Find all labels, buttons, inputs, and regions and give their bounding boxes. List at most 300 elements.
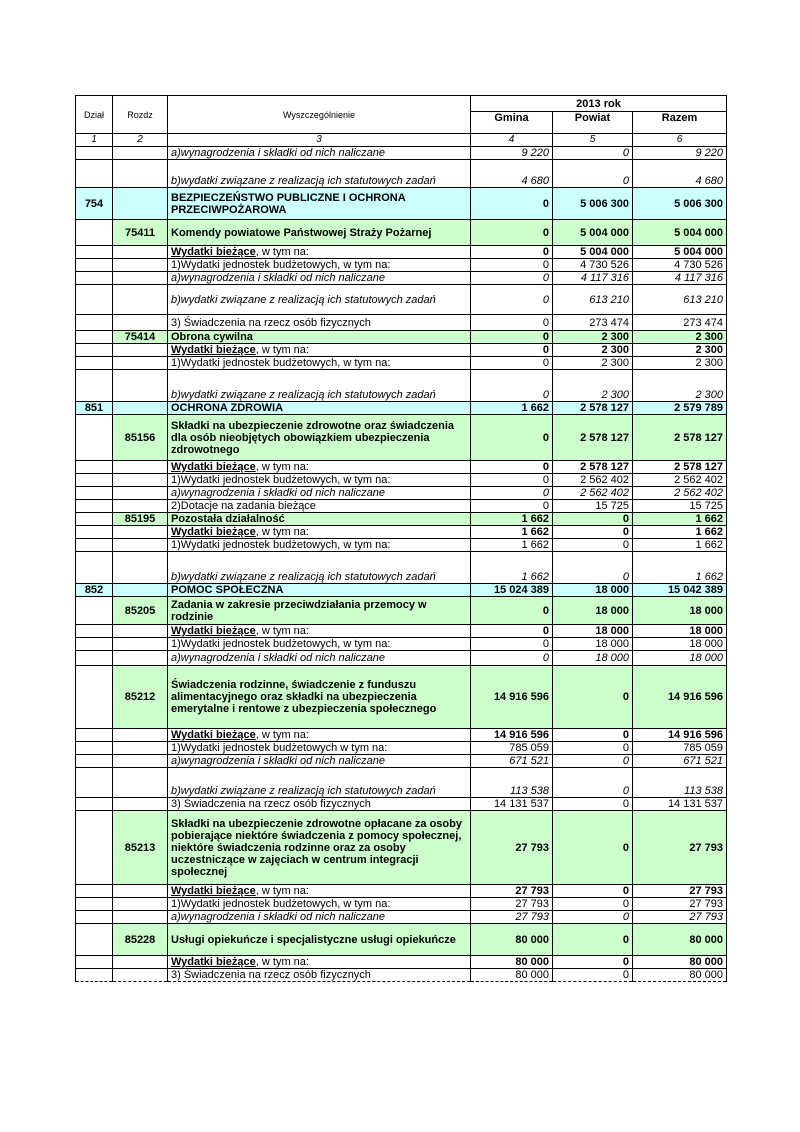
table-row	[76, 487, 727, 500]
description-suffix: , w tym na:	[255, 729, 309, 741]
table-row	[76, 474, 727, 487]
razem-value: 2 578 127	[633, 415, 727, 461]
powiat-value: 0	[553, 742, 633, 755]
dzial-cell	[76, 811, 113, 885]
razem-value: 27 793	[633, 898, 727, 911]
description-suffix: , w tym na:	[255, 885, 309, 897]
rozdzial-cell: 85156	[113, 415, 168, 461]
description-cell: a)wynagrodzenia i składki od nich naliczane	[168, 272, 471, 285]
razem-value: 785 059	[633, 742, 727, 755]
razem-value: 4 680	[633, 160, 727, 188]
budget-sheet	[75, 95, 726, 982]
description-cell: a)wynagrodzenia i składki od nich naliczane	[168, 911, 471, 924]
rozdzial-cell	[113, 755, 168, 768]
table-row	[76, 811, 727, 885]
razem-value: 27 793	[633, 911, 727, 924]
razem-value: 4 730 526	[633, 259, 727, 272]
powiat-value: 18 000	[553, 597, 633, 625]
rozdzial-cell	[113, 370, 168, 402]
description-suffix: , w tym na:	[255, 246, 309, 258]
rozdzial-cell	[113, 246, 168, 259]
dzial-cell	[76, 474, 113, 487]
dzial-cell	[76, 461, 113, 474]
razem-value: 2 562 402	[633, 487, 727, 500]
description-cell: 1)Wydatki jednostek budżetowych, w tym na:	[168, 539, 471, 552]
description-cell: Zadania w zakresie przeciwdziałania przemocy w rodzinie	[168, 597, 471, 625]
razem-value: 1 662	[633, 526, 727, 539]
description-cell: a)wynagrodzenia i składki od nich naliczane	[168, 487, 471, 500]
description-cell: POMOC SPOŁECZNA	[168, 584, 471, 597]
powiat-value: 2 300	[553, 357, 633, 370]
razem-value: 2 562 402	[633, 474, 727, 487]
header-dzial: Dział	[76, 96, 113, 134]
gmina-value: 80 000	[471, 924, 553, 956]
table-row	[76, 729, 727, 742]
dzial-cell	[76, 552, 113, 584]
header-wyszczegolnienie: Wyszczególnienie	[168, 96, 471, 134]
gmina-value: 14 131 537	[471, 798, 553, 811]
gmina-value: 27 793	[471, 811, 553, 885]
razem-value: 14 131 537	[633, 798, 727, 811]
description-cell: Świadczenia rodzinne, świadczenie z funduszu alimentacyjnego oraz składki na ubezpieczenia emerytalne i rentowe z ubezpieczenia społecznego	[168, 666, 471, 729]
table-row	[76, 147, 727, 160]
powiat-value: 4 730 526	[553, 259, 633, 272]
dzial-cell	[76, 526, 113, 539]
gmina-value: 9 220	[471, 147, 553, 160]
rozdzial-cell	[113, 552, 168, 584]
table-row	[76, 315, 727, 331]
col-number: 5	[553, 134, 633, 147]
dzial-cell	[76, 898, 113, 911]
gmina-value: 0	[471, 357, 553, 370]
dzial-cell	[76, 597, 113, 625]
description-cell	[168, 956, 471, 969]
description-cell	[168, 246, 471, 259]
header-powiat: Powiat	[553, 112, 633, 134]
powiat-value: 613 210	[553, 285, 633, 315]
powiat-value: 0	[553, 924, 633, 956]
rozdzial-cell	[113, 768, 168, 798]
rozdzial-cell	[113, 584, 168, 597]
razem-value: 5 006 300	[633, 188, 727, 220]
description-cell: Usługi opiekuńcze i specjalistyczne usługi opiekuńcze	[168, 924, 471, 956]
dzial-cell	[76, 651, 113, 666]
dzial-cell	[76, 666, 113, 729]
dzial-cell: 851	[76, 402, 113, 415]
dzial-cell	[76, 956, 113, 969]
description-suffix: , w tym na:	[255, 344, 309, 356]
razem-value: 15 042 389	[633, 584, 727, 597]
description-cell	[168, 625, 471, 638]
description-cell	[168, 729, 471, 742]
description-cell: 1)Wydatki jednostek budżetowych, w tym na:	[168, 474, 471, 487]
table-row	[76, 539, 727, 552]
table-row	[76, 220, 727, 246]
table-row	[76, 956, 727, 969]
gmina-value: 27 793	[471, 885, 553, 898]
razem-value: 4 117 316	[633, 272, 727, 285]
dzial-cell	[76, 285, 113, 315]
rozdzial-cell	[113, 272, 168, 285]
col-number: 1	[76, 134, 113, 147]
rozdzial-cell	[113, 885, 168, 898]
table-row	[76, 344, 727, 357]
powiat-value: 0	[553, 911, 633, 924]
razem-value: 1 662	[633, 513, 727, 526]
powiat-value: 0	[553, 798, 633, 811]
description-cell: 1)Wydatki jednostek budżetowych, w tym na:	[168, 638, 471, 651]
dzial-cell	[76, 415, 113, 461]
rozdzial-cell	[113, 461, 168, 474]
rozdzial-cell	[113, 798, 168, 811]
dzial-cell	[76, 357, 113, 370]
powiat-value: 5 004 000	[553, 220, 633, 246]
dzial-cell	[76, 924, 113, 956]
gmina-value: 0	[471, 331, 553, 344]
table-row	[76, 246, 727, 259]
gmina-value: 0	[471, 344, 553, 357]
table-row	[76, 285, 727, 315]
gmina-value: 0	[471, 315, 553, 331]
powiat-value: 2 578 127	[553, 402, 633, 415]
gmina-value: 0	[471, 597, 553, 625]
table-row	[76, 911, 727, 924]
powiat-value: 5 004 000	[553, 246, 633, 259]
dzial-cell: 852	[76, 584, 113, 597]
powiat-value: 18 000	[553, 651, 633, 666]
rozdzial-cell	[113, 742, 168, 755]
gmina-value: 80 000	[471, 969, 553, 982]
description-cell: Składki na ubezpieczenie zdrowotne oraz świadczenia dla osób nieobjętych obowiązkiem ubezpieczenia zdrowotnego	[168, 415, 471, 461]
gmina-value: 0	[471, 370, 553, 402]
razem-value: 5 004 000	[633, 246, 727, 259]
razem-value: 80 000	[633, 969, 727, 982]
rozdzial-cell	[113, 956, 168, 969]
rozdzial-cell	[113, 315, 168, 331]
dzial-cell	[76, 272, 113, 285]
razem-value: 5 004 000	[633, 220, 727, 246]
dzial-cell	[76, 220, 113, 246]
rozdzial-cell: 75414	[113, 331, 168, 344]
gmina-value: 80 000	[471, 956, 553, 969]
dzial-cell	[76, 768, 113, 798]
description-cell: 1)Wydatki jednostek budżetowych, w tym na:	[168, 259, 471, 272]
razem-value: 2 300	[633, 344, 727, 357]
gmina-value: 1 662	[471, 526, 553, 539]
dzial-cell	[76, 344, 113, 357]
description-cell: b)wydatki związane z realizacją ich statutowych zadań	[168, 285, 471, 315]
col-number: 4	[471, 134, 553, 147]
table-row	[76, 357, 727, 370]
table-row	[76, 755, 727, 768]
powiat-value: 2 562 402	[553, 474, 633, 487]
dzial-cell	[76, 755, 113, 768]
table-row	[76, 461, 727, 474]
table-row	[76, 638, 727, 651]
description-cell: b)wydatki związane z realizacją ich statutowych zadań	[168, 768, 471, 798]
gmina-value: 0	[471, 259, 553, 272]
table-row	[76, 969, 727, 982]
wydatki-biezace-label: Wydatki bieżące	[171, 246, 256, 258]
powiat-value: 0	[553, 885, 633, 898]
rozdzial-cell: 85205	[113, 597, 168, 625]
wydatki-biezace-label: Wydatki bieżące	[171, 344, 256, 356]
gmina-value: 15 024 389	[471, 584, 553, 597]
table-row	[76, 188, 727, 220]
description-cell: b)wydatki związane z realizacją ich statutowych zadań	[168, 552, 471, 584]
powiat-value: 0	[553, 160, 633, 188]
rozdzial-cell	[113, 402, 168, 415]
gmina-value: 785 059	[471, 742, 553, 755]
gmina-value: 0	[471, 500, 553, 513]
gmina-value: 0	[471, 638, 553, 651]
rozdzial-cell	[113, 969, 168, 982]
razem-value: 9 220	[633, 147, 727, 160]
dzial-cell	[76, 742, 113, 755]
dzial-cell	[76, 539, 113, 552]
razem-value: 113 538	[633, 768, 727, 798]
rozdzial-cell	[113, 357, 168, 370]
description-cell: a)wynagrodzenia i składki od nich naliczane	[168, 755, 471, 768]
dzial-cell	[76, 315, 113, 331]
table-row	[76, 666, 727, 729]
dzial-cell	[76, 513, 113, 526]
description-cell: Komendy powiatowe Państwowej Straży Pożarnej	[168, 220, 471, 246]
gmina-value: 1 662	[471, 539, 553, 552]
dzial-cell	[76, 625, 113, 638]
rozdzial-cell	[113, 729, 168, 742]
gmina-value: 1 662	[471, 513, 553, 526]
powiat-value: 0	[553, 539, 633, 552]
table-row	[76, 272, 727, 285]
dzial-cell: 754	[76, 188, 113, 220]
dzial-cell	[76, 370, 113, 402]
table-row	[76, 798, 727, 811]
gmina-value: 0	[471, 188, 553, 220]
gmina-value: 14 916 596	[471, 666, 553, 729]
rozdzial-cell: 85212	[113, 666, 168, 729]
razem-value: 27 793	[633, 885, 727, 898]
table-row	[76, 415, 727, 461]
description-cell: 1)Wydatki jednostek budżetowych, w tym na:	[168, 357, 471, 370]
dzial-cell	[76, 331, 113, 344]
rozdzial-cell	[113, 259, 168, 272]
rozdzial-cell: 85195	[113, 513, 168, 526]
table-row	[76, 651, 727, 666]
gmina-value: 0	[471, 285, 553, 315]
description-cell: a)wynagrodzenia i składki od nich naliczane	[168, 651, 471, 666]
powiat-value: 0	[553, 898, 633, 911]
rozdzial-cell	[113, 625, 168, 638]
razem-value: 14 916 596	[633, 729, 727, 742]
razem-value: 1 662	[633, 539, 727, 552]
powiat-value: 4 117 316	[553, 272, 633, 285]
rozdzial-cell	[113, 500, 168, 513]
rozdzial-cell	[113, 539, 168, 552]
gmina-value: 0	[471, 272, 553, 285]
rozdzial-cell	[113, 898, 168, 911]
rozdzial-cell	[113, 344, 168, 357]
description-cell: 3) Świadczenia na rzecz osób fizycznych	[168, 798, 471, 811]
table-row	[76, 742, 727, 755]
gmina-value: 4 680	[471, 160, 553, 188]
rozdzial-cell	[113, 188, 168, 220]
budget-table	[75, 95, 727, 982]
gmina-value: 0	[471, 474, 553, 487]
gmina-value: 113 538	[471, 768, 553, 798]
table-row	[76, 768, 727, 798]
gmina-value: 1 662	[471, 552, 553, 584]
rozdzial-cell	[113, 147, 168, 160]
col-number: 2	[113, 134, 168, 147]
razem-value: 27 793	[633, 811, 727, 885]
description-suffix: , w tym na:	[255, 625, 309, 637]
rozdzial-cell	[113, 285, 168, 315]
powiat-value: 0	[553, 666, 633, 729]
gmina-value: 0	[471, 220, 553, 246]
dzial-cell	[76, 885, 113, 898]
description-cell: 3) Świadczenia na rzecz osób fizycznych	[168, 969, 471, 982]
razem-value: 671 521	[633, 755, 727, 768]
gmina-value: 27 793	[471, 911, 553, 924]
wydatki-biezace-label: Wydatki bieżące	[171, 625, 256, 637]
gmina-value: 1 662	[471, 402, 553, 415]
wydatki-biezace-label: Wydatki bieżące	[171, 885, 256, 897]
razem-value: 80 000	[633, 956, 727, 969]
description-cell	[168, 461, 471, 474]
rozdzial-cell: 75411	[113, 220, 168, 246]
powiat-value: 18 000	[553, 638, 633, 651]
powiat-value: 0	[553, 956, 633, 969]
col-number: 3	[168, 134, 471, 147]
rozdzial-cell	[113, 911, 168, 924]
table-row	[76, 924, 727, 956]
powiat-value: 0	[553, 526, 633, 539]
header-razem: Razem	[633, 112, 727, 134]
table-row	[76, 402, 727, 415]
description-suffix: , w tym na:	[255, 526, 309, 538]
rozdzial-cell	[113, 474, 168, 487]
table-row	[76, 160, 727, 188]
table-row	[76, 597, 727, 625]
rozdzial-cell	[113, 526, 168, 539]
table-row	[76, 898, 727, 911]
description-cell	[168, 526, 471, 539]
gmina-value: 671 521	[471, 755, 553, 768]
powiat-value: 273 474	[553, 315, 633, 331]
table-row	[76, 526, 727, 539]
powiat-value: 0	[553, 969, 633, 982]
gmina-value: 27 793	[471, 898, 553, 911]
razem-value: 273 474	[633, 315, 727, 331]
description-cell: 1)Wydatki jednostek budżetowych, w tym na:	[168, 898, 471, 911]
powiat-value: 18 000	[553, 625, 633, 638]
description-cell: b)wydatki związane z realizacją ich statutowych zadań	[168, 370, 471, 402]
rozdzial-cell	[113, 160, 168, 188]
table-row	[76, 370, 727, 402]
table-row	[76, 552, 727, 584]
razem-value: 14 916 596	[633, 666, 727, 729]
gmina-value: 0	[471, 461, 553, 474]
powiat-value: 5 006 300	[553, 188, 633, 220]
description-suffix: , w tym na:	[255, 461, 309, 473]
razem-value: 2 300	[633, 370, 727, 402]
col-number: 6	[633, 134, 727, 147]
razem-value: 18 000	[633, 638, 727, 651]
razem-value: 18 000	[633, 651, 727, 666]
rozdzial-cell	[113, 651, 168, 666]
description-cell: a)wynagrodzenia i składki od nich naliczane	[168, 147, 471, 160]
table-row	[76, 513, 727, 526]
header-rozdz: Rozdz	[113, 96, 168, 134]
gmina-value: 0	[471, 625, 553, 638]
razem-value: 18 000	[633, 625, 727, 638]
table-row	[76, 331, 727, 344]
gmina-value: 0	[471, 651, 553, 666]
gmina-value: 0	[471, 246, 553, 259]
powiat-value: 2 300	[553, 344, 633, 357]
razem-value: 2 578 127	[633, 461, 727, 474]
razem-value: 2 579 789	[633, 402, 727, 415]
powiat-value: 0	[553, 552, 633, 584]
description-cell: BEZPIECZEŃSTWO PUBLICZNE I OCHRONA PRZECIWPOŻAROWA	[168, 188, 471, 220]
powiat-value: 0	[553, 811, 633, 885]
dzial-cell	[76, 487, 113, 500]
rozdzial-cell: 85213	[113, 811, 168, 885]
powiat-value: 0	[553, 729, 633, 742]
dzial-cell	[76, 259, 113, 272]
description-cell: Obrona cywilna	[168, 331, 471, 344]
razem-value: 2 300	[633, 357, 727, 370]
gmina-value: 14 916 596	[471, 729, 553, 742]
table-row	[76, 500, 727, 513]
powiat-value: 0	[553, 755, 633, 768]
razem-value: 80 000	[633, 924, 727, 956]
powiat-value: 2 578 127	[553, 461, 633, 474]
razem-value: 613 210	[633, 285, 727, 315]
dzial-cell	[76, 638, 113, 651]
rozdzial-cell	[113, 487, 168, 500]
header-gmina: Gmina	[471, 112, 553, 134]
powiat-value: 15 725	[553, 500, 633, 513]
dzial-cell	[76, 500, 113, 513]
powiat-value: 2 578 127	[553, 415, 633, 461]
powiat-value: 0	[553, 513, 633, 526]
dzial-cell	[76, 246, 113, 259]
description-cell	[168, 885, 471, 898]
wydatki-biezace-label: Wydatki bieżące	[171, 461, 256, 473]
dzial-cell	[76, 911, 113, 924]
table-row	[76, 885, 727, 898]
wydatki-biezace-label: Wydatki bieżące	[171, 956, 256, 968]
description-cell: Pozostała działalność	[168, 513, 471, 526]
wydatki-biezace-label: Wydatki bieżące	[171, 526, 256, 538]
description-suffix: , w tym na:	[255, 956, 309, 968]
gmina-value: 0	[471, 487, 553, 500]
dzial-cell	[76, 160, 113, 188]
powiat-value: 2 300	[553, 370, 633, 402]
powiat-value: 2 300	[553, 331, 633, 344]
header-year: 2013 rok	[471, 96, 727, 112]
powiat-value: 0	[553, 147, 633, 160]
description-cell: 1)Wydatki jednostek budżetowych w tym na:	[168, 742, 471, 755]
description-cell: Składki na ubezpieczenie zdrowotne opłacane za osoby pobierające niektóre świadczenia z pomocy społecznej, niektóre świadczenia rodzinne oraz za osoby uczestniczące w zajęciach w centrum integracji społecznej	[168, 811, 471, 885]
table-row	[76, 259, 727, 272]
dzial-cell	[76, 969, 113, 982]
description-cell	[168, 344, 471, 357]
description-cell: b)wydatki związane z realizacją ich statutowych zadań	[168, 160, 471, 188]
dzial-cell	[76, 147, 113, 160]
